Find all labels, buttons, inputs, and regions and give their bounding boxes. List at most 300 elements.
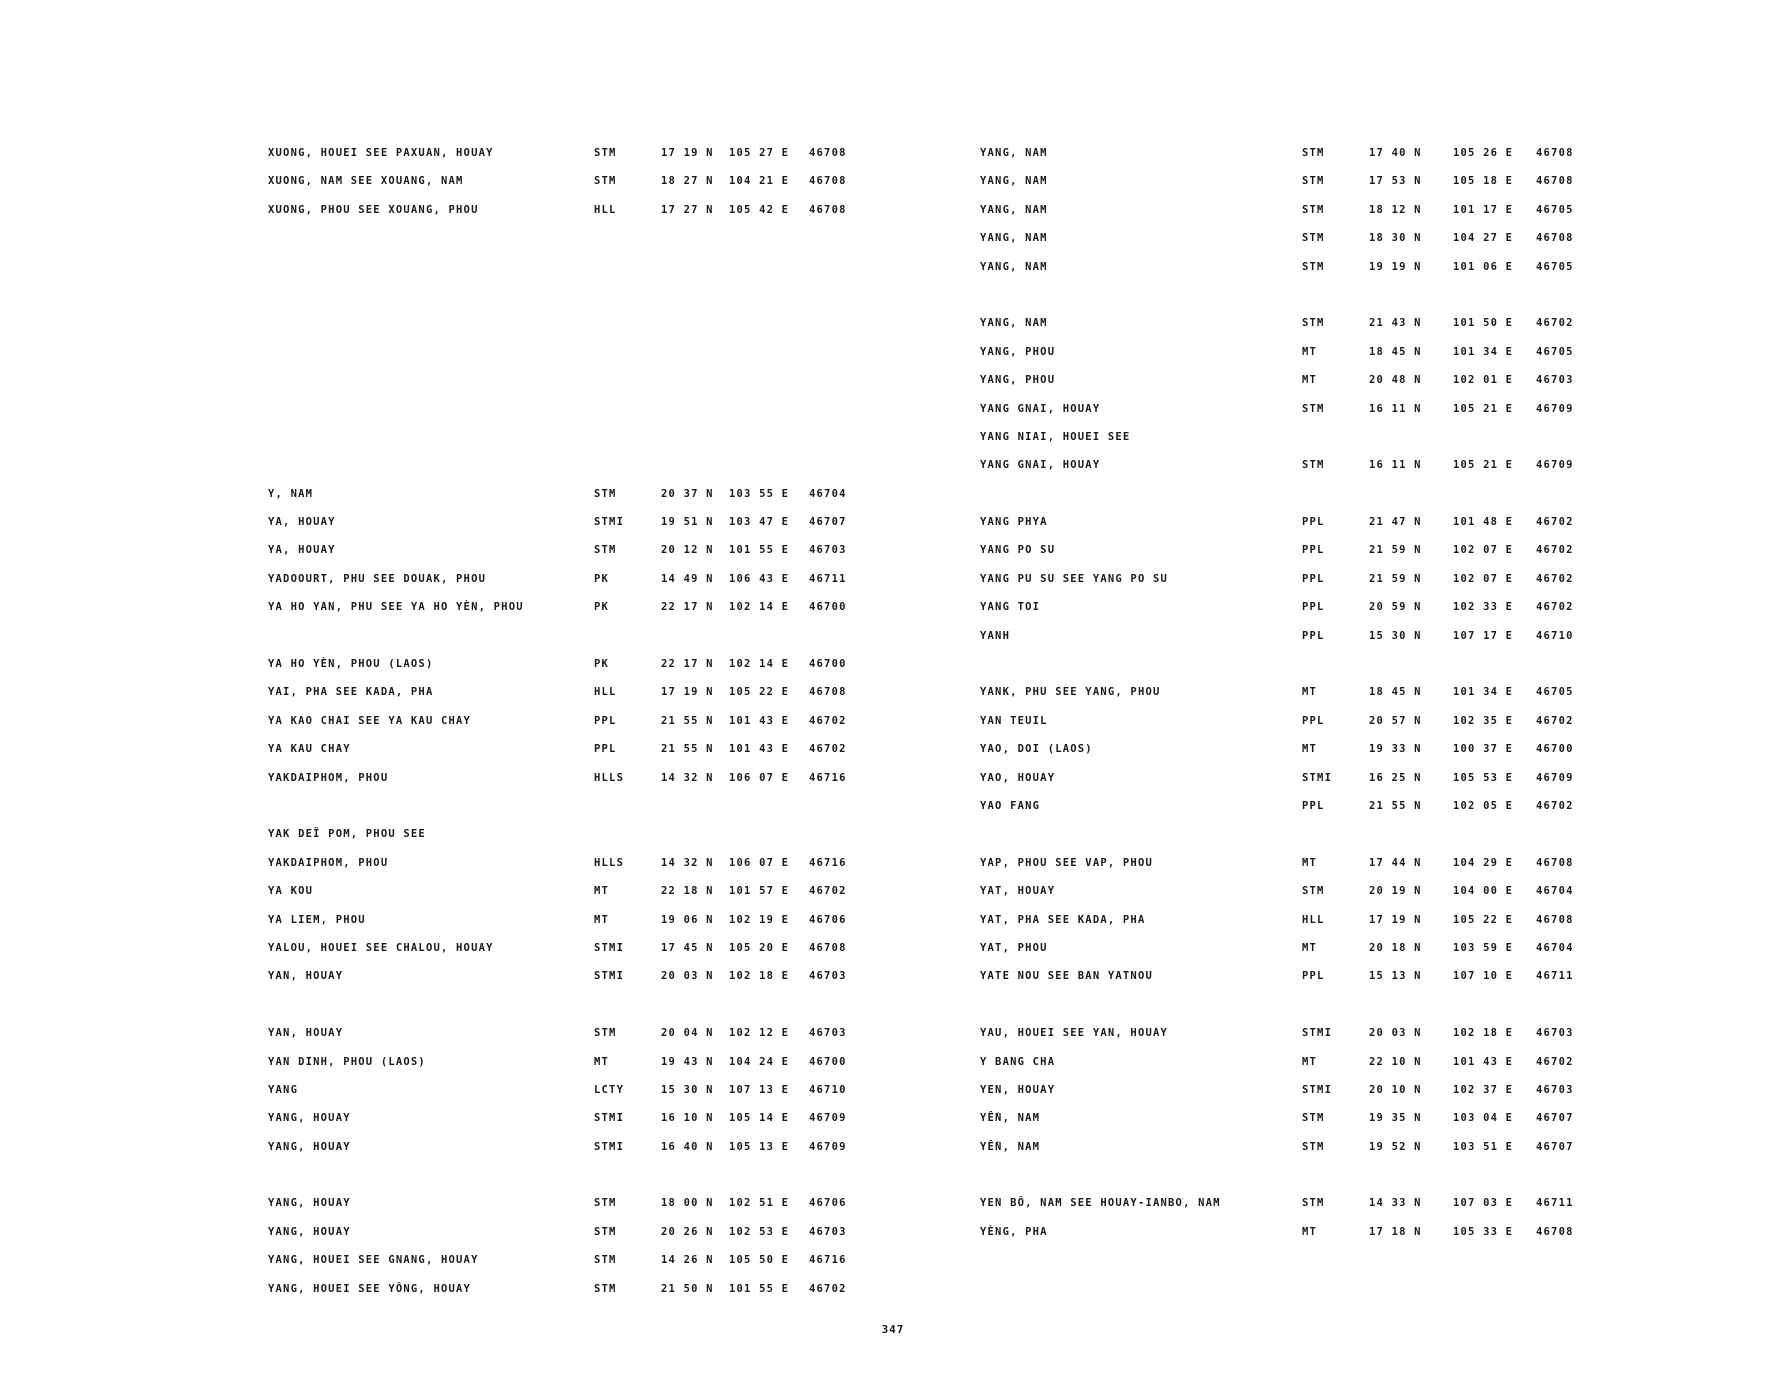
gazetteer-entry xyxy=(980,175,1580,203)
feature-code: STMI xyxy=(1302,1083,1333,1096)
feature-code: PPL xyxy=(1302,714,1325,727)
feature-code: STMI xyxy=(1302,1027,1333,1040)
longitude: 105 20 E xyxy=(729,941,790,954)
latitude: 14 49 N xyxy=(661,572,714,585)
entry-name: YANG, NAM xyxy=(980,203,1048,216)
entry-name: YANG, HOUAY xyxy=(268,1112,351,1125)
sheet-number: 46710 xyxy=(809,1083,847,1096)
sheet-number: 46711 xyxy=(809,572,847,585)
sheet-number: 46708 xyxy=(1536,1225,1574,1238)
latitude: 20 19 N xyxy=(1369,885,1422,898)
longitude: 105 22 E xyxy=(729,686,790,699)
gazetteer-entry xyxy=(980,885,1580,913)
sheet-number: 46716 xyxy=(809,856,847,869)
longitude: 102 37 E xyxy=(1453,1083,1514,1096)
feature-code: STM xyxy=(594,175,617,188)
longitude: 101 43 E xyxy=(729,743,790,756)
sheet-number: 46706 xyxy=(809,1197,847,1210)
entry-name: YAO FANG xyxy=(980,799,1041,812)
latitude: 21 43 N xyxy=(1369,317,1422,330)
longitude: 102 33 E xyxy=(1453,601,1514,614)
sheet-number: 46702 xyxy=(809,885,847,898)
gazetteer-entry xyxy=(980,686,1580,714)
feature-code: STM xyxy=(1302,175,1325,188)
row-spacer xyxy=(268,630,888,658)
feature-code: STM xyxy=(1302,885,1325,898)
entry-name: YAT, PHOU xyxy=(980,941,1048,954)
right-column xyxy=(980,147,1580,1254)
gazetteer-entry xyxy=(980,459,1580,487)
feature-code: STMI xyxy=(594,970,625,983)
row-spacer xyxy=(980,488,1580,516)
entry-name: YAO, DOI (LAOS) xyxy=(980,743,1093,756)
gazetteer-entry xyxy=(268,1112,888,1140)
entry-name: XUONG, NAM SEE XOUANG, NAM xyxy=(268,175,464,188)
gazetteer-entry xyxy=(268,828,888,856)
latitude: 19 06 N xyxy=(661,913,714,926)
feature-code: STMI xyxy=(594,941,625,954)
sheet-number: 46702 xyxy=(809,1282,847,1295)
gazetteer-entry xyxy=(980,601,1580,629)
sheet-number: 46709 xyxy=(809,1140,847,1153)
latitude: 14 32 N xyxy=(661,771,714,784)
entry-name: YANG, HOUAY xyxy=(268,1197,351,1210)
longitude: 105 14 E xyxy=(729,1112,790,1125)
gazetteer-entry xyxy=(268,970,888,998)
feature-code: STMI xyxy=(1302,771,1333,784)
longitude: 102 07 E xyxy=(1453,544,1514,557)
gazetteer-entry xyxy=(980,573,1580,601)
gazetteer-entry xyxy=(268,1254,888,1282)
feature-code: LCTY xyxy=(594,1083,625,1096)
latitude: 21 47 N xyxy=(1369,516,1422,529)
sheet-number: 46708 xyxy=(809,203,847,216)
entry-name: YA, HOUAY xyxy=(268,516,336,529)
gazetteer-entry xyxy=(980,772,1580,800)
longitude: 105 18 E xyxy=(1453,175,1514,188)
gazetteer-entry xyxy=(268,1056,888,1084)
gazetteer-entry xyxy=(268,544,888,572)
gazetteer-entry xyxy=(980,1027,1580,1055)
latitude: 20 26 N xyxy=(661,1225,714,1238)
entry-name: YANG GNAI, HOUAY xyxy=(980,402,1101,415)
sheet-number: 46705 xyxy=(1536,203,1574,216)
latitude: 15 30 N xyxy=(1369,629,1422,642)
sheet-number: 46708 xyxy=(809,941,847,954)
latitude: 18 45 N xyxy=(1369,686,1422,699)
gazetteer-entry xyxy=(268,658,888,686)
entry-name: YAN, HOUAY xyxy=(268,970,344,983)
latitude: 15 13 N xyxy=(1369,970,1422,983)
latitude: 17 19 N xyxy=(661,147,714,159)
latitude: 16 11 N xyxy=(1369,459,1422,472)
gazetteer-entry xyxy=(980,715,1580,743)
gazetteer-entry xyxy=(980,374,1580,402)
latitude: 20 59 N xyxy=(1369,601,1422,614)
row-spacer xyxy=(268,431,888,459)
feature-code: PPL xyxy=(594,714,617,727)
sheet-number: 46707 xyxy=(1536,1112,1574,1125)
entry-name: YA HO YÈN, PHOU (LAOS) xyxy=(268,658,434,671)
latitude: 14 26 N xyxy=(661,1254,714,1267)
entry-name: Y, NAM xyxy=(268,487,314,500)
feature-code: STM xyxy=(594,487,617,500)
feature-code: MT xyxy=(1302,374,1318,387)
feature-code: STM xyxy=(1302,203,1325,216)
longitude: 102 07 E xyxy=(1453,572,1514,585)
gazetteer-entry xyxy=(268,772,888,800)
latitude: 21 55 N xyxy=(1369,799,1422,812)
gazetteer-entry xyxy=(980,147,1580,175)
longitude: 102 05 E xyxy=(1453,799,1514,812)
row-spacer xyxy=(268,374,888,402)
feature-code: PPL xyxy=(1302,601,1325,614)
latitude: 22 18 N xyxy=(661,885,714,898)
longitude: 102 14 E xyxy=(729,601,790,614)
sheet-number: 46707 xyxy=(809,516,847,529)
gazetteer-entry xyxy=(980,204,1580,232)
longitude: 104 29 E xyxy=(1453,856,1514,869)
feature-code: STM xyxy=(594,1254,617,1267)
longitude: 102 14 E xyxy=(729,658,790,671)
sheet-number: 46702 xyxy=(809,714,847,727)
entry-name: YATE NOU SEE BAN YATNOU xyxy=(980,970,1153,983)
row-spacer xyxy=(268,261,888,289)
gazetteer-entry xyxy=(980,800,1580,828)
feature-code: MT xyxy=(594,913,610,926)
feature-code: PPL xyxy=(1302,629,1325,642)
latitude: 18 00 N xyxy=(661,1197,714,1210)
sheet-number: 46705 xyxy=(1536,345,1574,358)
latitude: 20 04 N xyxy=(661,1027,714,1040)
feature-code: PK xyxy=(594,572,610,585)
gazetteer-entry xyxy=(268,1226,888,1254)
gazetteer-entry xyxy=(268,601,888,629)
latitude: 22 10 N xyxy=(1369,1055,1422,1068)
gazetteer-entry xyxy=(268,715,888,743)
latitude: 20 57 N xyxy=(1369,714,1422,727)
entry-name: YA KAU CHAY xyxy=(268,743,351,756)
row-spacer xyxy=(268,232,888,260)
sheet-number: 46703 xyxy=(809,1027,847,1040)
entry-name: YA LIEM, PHOU xyxy=(268,913,366,926)
latitude: 17 40 N xyxy=(1369,147,1422,159)
sheet-number: 46705 xyxy=(1536,260,1574,273)
row-spacer xyxy=(268,1169,888,1197)
sheet-number: 46708 xyxy=(1536,913,1574,926)
gazetteer-entry xyxy=(980,942,1580,970)
feature-code: PK xyxy=(594,601,610,614)
gazetteer-entry xyxy=(268,743,888,771)
longitude: 100 37 E xyxy=(1453,743,1514,756)
gazetteer-entry xyxy=(980,516,1580,544)
sheet-number: 46716 xyxy=(809,1254,847,1267)
entry-name: YAK DEÏ POM, PHOU SEE xyxy=(268,828,426,841)
sheet-number: 46702 xyxy=(1536,516,1574,529)
gazetteer-entry xyxy=(268,942,888,970)
gazetteer-entry xyxy=(268,175,888,203)
sheet-number: 46710 xyxy=(1536,629,1574,642)
longitude: 105 13 E xyxy=(729,1140,790,1153)
sheet-number: 46702 xyxy=(1536,317,1574,330)
feature-code: STMI xyxy=(594,516,625,529)
latitude: 19 43 N xyxy=(661,1055,714,1068)
longitude: 102 53 E xyxy=(729,1225,790,1238)
longitude: 107 03 E xyxy=(1453,1197,1514,1210)
sheet-number: 46702 xyxy=(1536,601,1574,614)
longitude: 104 00 E xyxy=(1453,885,1514,898)
sheet-number: 46702 xyxy=(809,743,847,756)
latitude: 19 19 N xyxy=(1369,260,1422,273)
row-spacer xyxy=(980,658,1580,686)
feature-code: MT xyxy=(1302,1225,1318,1238)
entry-name: YEN, HOUAY xyxy=(980,1083,1056,1096)
sheet-number: 46704 xyxy=(1536,885,1574,898)
sheet-number: 46708 xyxy=(809,175,847,188)
latitude: 17 19 N xyxy=(1369,913,1422,926)
entry-name: YANG PO SU xyxy=(980,544,1056,557)
entry-name: XUONG, PHOU SEE XOUANG, PHOU xyxy=(268,203,479,216)
latitude: 20 18 N xyxy=(1369,941,1422,954)
latitude: 18 45 N xyxy=(1369,345,1422,358)
longitude: 103 47 E xyxy=(729,516,790,529)
gazetteer-entry xyxy=(980,431,1580,459)
feature-code: PPL xyxy=(1302,970,1325,983)
gazetteer-entry xyxy=(980,1084,1580,1112)
feature-code: STM xyxy=(594,1027,617,1040)
entry-name: YAI, PHA SEE KADA, PHA xyxy=(268,686,434,699)
latitude: 19 52 N xyxy=(1369,1140,1422,1153)
longitude: 105 33 E xyxy=(1453,1225,1514,1238)
feature-code: STM xyxy=(1302,317,1325,330)
longitude: 101 48 E xyxy=(1453,516,1514,529)
feature-code: HLLS xyxy=(594,771,625,784)
feature-code: STM xyxy=(594,1282,617,1295)
entry-name: YANK, PHU SEE YANG, PHOU xyxy=(980,686,1161,699)
gazetteer-entry xyxy=(268,573,888,601)
sheet-number: 46709 xyxy=(1536,771,1574,784)
sheet-number: 46708 xyxy=(809,686,847,699)
gazetteer-entry xyxy=(268,857,888,885)
sheet-number: 46711 xyxy=(1536,1197,1574,1210)
page-number: 347 xyxy=(881,1323,905,1336)
entry-name: YẾN, NAM xyxy=(980,1112,1041,1125)
row-spacer xyxy=(268,317,888,345)
latitude: 16 25 N xyxy=(1369,771,1422,784)
row-spacer xyxy=(268,800,888,828)
sheet-number: 46709 xyxy=(1536,402,1574,415)
entry-name: YANG, PHOU xyxy=(980,345,1056,358)
gazetteer-entry xyxy=(268,1084,888,1112)
entry-name: YANG, HOUEI SEE YÔNG, HOUAY xyxy=(268,1282,472,1295)
longitude: 107 13 E xyxy=(729,1083,790,1096)
feature-code: MT xyxy=(1302,345,1318,358)
entry-name: YANG, HOUAY xyxy=(268,1140,351,1153)
latitude: 17 45 N xyxy=(661,941,714,954)
entry-name: YANG TOI xyxy=(980,601,1041,614)
gazetteer-entry xyxy=(268,686,888,714)
sheet-number: 46711 xyxy=(1536,970,1574,983)
latitude: 19 33 N xyxy=(1369,743,1422,756)
latitude: 20 12 N xyxy=(661,544,714,557)
feature-code: HLLS xyxy=(594,856,625,869)
latitude: 19 51 N xyxy=(661,516,714,529)
sheet-number: 46703 xyxy=(809,970,847,983)
entry-name: YAN, HOUAY xyxy=(268,1027,344,1040)
latitude: 21 59 N xyxy=(1369,544,1422,557)
longitude: 102 18 E xyxy=(1453,1027,1514,1040)
longitude: 101 43 E xyxy=(729,714,790,727)
feature-code: STM xyxy=(1302,1140,1325,1153)
entry-name: YA HO YAN, PHU SEE YA HO YÈN, PHOU xyxy=(268,601,524,614)
gazetteer-entry xyxy=(980,1226,1580,1254)
feature-code: STM xyxy=(1302,147,1325,159)
entry-name: YANG GNAI, HOUAY xyxy=(980,459,1101,472)
latitude: 20 37 N xyxy=(661,487,714,500)
entry-name: YA KOU xyxy=(268,885,314,898)
gazetteer-entry xyxy=(980,1141,1580,1169)
gazetteer-entry xyxy=(268,1027,888,1055)
sheet-number: 46708 xyxy=(1536,856,1574,869)
longitude: 105 21 E xyxy=(1453,459,1514,472)
gazetteer-entry xyxy=(980,1056,1580,1084)
longitude: 104 21 E xyxy=(729,175,790,188)
feature-code: STM xyxy=(1302,232,1325,245)
entry-name: YANG xyxy=(268,1083,299,1096)
latitude: 20 48 N xyxy=(1369,374,1422,387)
sheet-number: 46708 xyxy=(809,147,847,159)
latitude: 22 17 N xyxy=(661,601,714,614)
feature-code: MT xyxy=(594,1055,610,1068)
entry-name: YAN TEUIL xyxy=(980,714,1048,727)
longitude: 107 10 E xyxy=(1453,970,1514,983)
feature-code: STM xyxy=(1302,402,1325,415)
feature-code: PPL xyxy=(1302,516,1325,529)
feature-code: STMI xyxy=(594,1112,625,1125)
latitude: 16 11 N xyxy=(1369,402,1422,415)
sheet-number: 46708 xyxy=(1536,147,1574,159)
feature-code: MT xyxy=(1302,743,1318,756)
row-spacer xyxy=(268,289,888,317)
entry-name: YANG, NAM xyxy=(980,317,1048,330)
feature-code: MT xyxy=(1302,856,1318,869)
entry-name: YÈNG, PHA xyxy=(980,1225,1048,1238)
row-spacer xyxy=(268,346,888,374)
gazetteer-entry xyxy=(980,857,1580,885)
latitude: 18 30 N xyxy=(1369,232,1422,245)
feature-code: MT xyxy=(1302,1055,1318,1068)
left-column xyxy=(268,147,888,1311)
gazetteer-entry xyxy=(980,914,1580,942)
entry-name: YA, HOUAY xyxy=(268,544,336,557)
longitude: 103 55 E xyxy=(729,487,790,500)
longitude: 101 50 E xyxy=(1453,317,1514,330)
feature-code: HLL xyxy=(594,203,617,216)
entry-name: YANG PHYA xyxy=(980,516,1048,529)
sheet-number: 46709 xyxy=(1536,459,1574,472)
row-spacer xyxy=(980,1169,1580,1197)
feature-code: MT xyxy=(594,885,610,898)
gazetteer-entry xyxy=(980,544,1580,572)
longitude: 105 22 E xyxy=(1453,913,1514,926)
gazetteer-entry xyxy=(980,346,1580,374)
longitude: 102 19 E xyxy=(729,913,790,926)
feature-code: PPL xyxy=(1302,544,1325,557)
longitude: 101 57 E xyxy=(729,885,790,898)
longitude: 102 35 E xyxy=(1453,714,1514,727)
entry-name: YAN DINH, PHOU (LAOS) xyxy=(268,1055,426,1068)
feature-code: PPL xyxy=(1302,572,1325,585)
entry-name: YAT, HOUAY xyxy=(980,885,1056,898)
gazetteer-entry xyxy=(980,1197,1580,1225)
row-spacer xyxy=(268,999,888,1027)
gazetteer-entry xyxy=(268,1141,888,1169)
sheet-number: 46708 xyxy=(1536,175,1574,188)
latitude: 18 27 N xyxy=(661,175,714,188)
feature-code: PPL xyxy=(594,743,617,756)
entry-name: YANG PU SU SEE YANG PO SU xyxy=(980,572,1169,585)
sheet-number: 46702 xyxy=(1536,714,1574,727)
entry-name: YAKDAIPHOM, PHOU xyxy=(268,771,389,784)
sheet-number: 46702 xyxy=(1536,544,1574,557)
longitude: 101 55 E xyxy=(729,1282,790,1295)
longitude: 105 53 E xyxy=(1453,771,1514,784)
entry-name: YANG, PHOU xyxy=(980,374,1056,387)
sheet-number: 46700 xyxy=(809,1055,847,1068)
latitude: 22 17 N xyxy=(661,658,714,671)
entry-name: YANG, NAM xyxy=(980,260,1048,273)
latitude: 16 40 N xyxy=(661,1140,714,1153)
entry-name: YANG, HOUEI SEE GNANG, HOUAY xyxy=(268,1254,479,1267)
feature-code: PK xyxy=(594,658,610,671)
feature-code: STM xyxy=(1302,260,1325,273)
row-spacer xyxy=(268,403,888,431)
longitude: 106 07 E xyxy=(729,771,790,784)
sheet-number: 46702 xyxy=(1536,1055,1574,1068)
latitude: 17 44 N xyxy=(1369,856,1422,869)
sheet-number: 46706 xyxy=(809,913,847,926)
feature-code: HLL xyxy=(594,686,617,699)
gazetteer-entry xyxy=(980,1112,1580,1140)
latitude: 16 10 N xyxy=(661,1112,714,1125)
sheet-number: 46704 xyxy=(809,487,847,500)
longitude: 105 26 E xyxy=(1453,147,1514,159)
feature-code: HLL xyxy=(1302,913,1325,926)
sheet-number: 46700 xyxy=(1536,743,1574,756)
longitude: 101 34 E xyxy=(1453,345,1514,358)
entry-name: Y BANG CHA xyxy=(980,1055,1056,1068)
feature-code: STMI xyxy=(594,1140,625,1153)
longitude: 102 12 E xyxy=(729,1027,790,1040)
longitude: 101 43 E xyxy=(1453,1055,1514,1068)
feature-code: STM xyxy=(1302,1112,1325,1125)
longitude: 105 50 E xyxy=(729,1254,790,1267)
row-spacer xyxy=(268,459,888,487)
sheet-number: 46703 xyxy=(1536,1083,1574,1096)
entry-name: YANG, HOUAY xyxy=(268,1225,351,1238)
longitude: 106 07 E xyxy=(729,856,790,869)
longitude: 107 17 E xyxy=(1453,629,1514,642)
entry-name: YAT, PHA SEE KADA, PHA xyxy=(980,913,1146,926)
entry-name: YANH xyxy=(980,629,1011,642)
latitude: 17 19 N xyxy=(661,686,714,699)
gazetteer-entry xyxy=(980,232,1580,260)
entry-name: YA KAO CHAI SEE YA KAU CHAY xyxy=(268,714,472,727)
entry-name: YANG, NAM xyxy=(980,232,1048,245)
gazetteer-entry xyxy=(268,516,888,544)
feature-code: MT xyxy=(1302,686,1318,699)
latitude: 21 55 N xyxy=(661,714,714,727)
